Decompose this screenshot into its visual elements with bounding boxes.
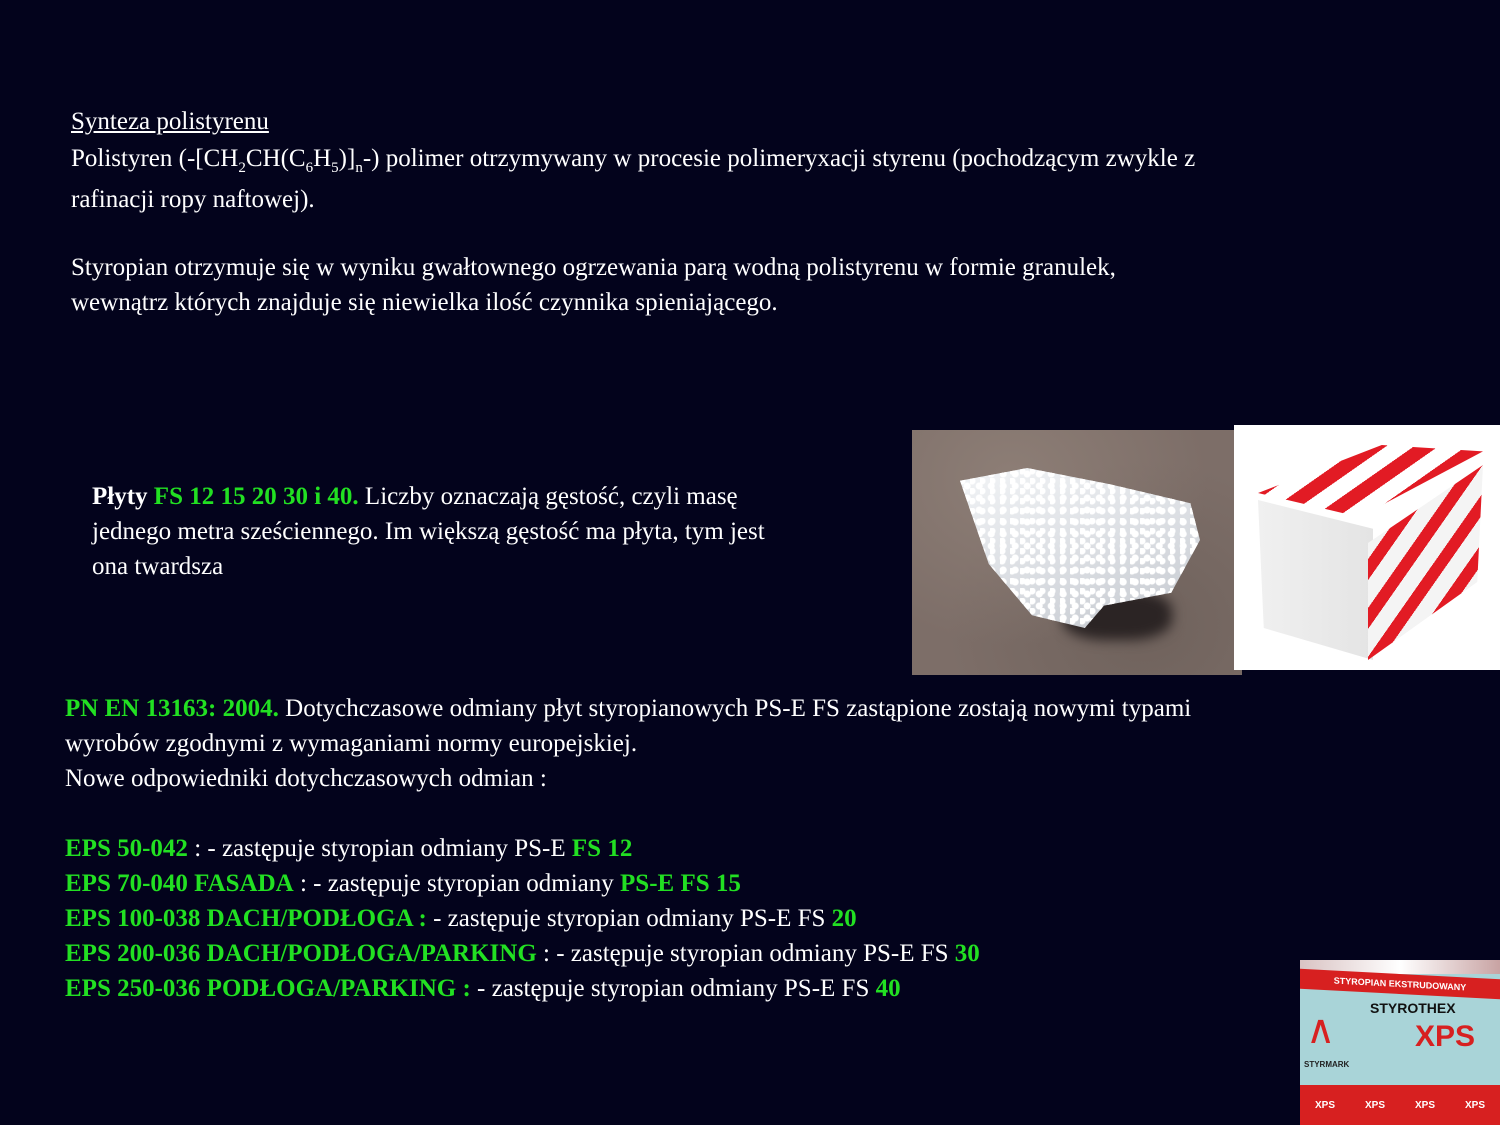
section-title: Synteza polistyrenu (71, 108, 269, 135)
xps-brand: STYROTHEX (1370, 1000, 1456, 1016)
plates-label: Płyty (92, 483, 148, 510)
styrmark-logo-icon: ∧ (1306, 1007, 1336, 1053)
styrofoam-block-photo (1234, 425, 1500, 670)
list-item: EPS 50-042 : - zastępuje styropian odmiany PS-E FS 12 (65, 835, 633, 862)
list-item: EPS 70-040 FASADA : - zastępuje styropian odmiany PS-E FS 15 (65, 870, 741, 897)
norm-paragraph: PN EN 13163: 2004. Dotychczasowe odmiany płyt styropianowych PS-E FS zastąpione zostają nowymi typami wyrobów zgodnymi z wymaganiami normy europejskiej. Nowe odpowiedniki dotychczasowych odmian : (65, 695, 1192, 792)
plates-paragraph: Płyty FS 12 15 20 30 i 40. Liczby oznaczają gęstość, czyli masę jednego metra sześciennego. Im większą gęstość ma płyta, tym jest ona twardsza (92, 483, 765, 580)
list-item: EPS 250-036 PODŁOGA/PARKING : - zastępuje styropian odmiany PS-E FS 40 (65, 975, 901, 1002)
foam-photo (912, 430, 1242, 675)
styrofoam-paragraph: Styropian otrzymuje się w wyniku gwałtownego ogrzewania parą wodną polistyrenu w formie granulek, wewnątrz których znajduje się niewielka ilość czynnika spieniającego. (71, 254, 1116, 316)
plates-density-highlight: FS 12 15 20 30 i 40. (153, 483, 359, 510)
xps-product-photo: STYROPIAN EKSTRUDOWANY ∧ STYROTHEX XPS STYRMARK XPS XPS XPS XPS (1300, 960, 1500, 1125)
equivalents-list (65, 831, 1265, 1006)
list-item: EPS 200-036 DACH/PODŁOGA/PARKING : - zastępuje styropian odmiany PS-E FS 30 (65, 940, 980, 967)
norm-code: PN EN 13163: 2004. (65, 695, 279, 722)
list-item: EPS 100-038 DACH/PODŁOGA : - zastępuje styropian odmiany PS-E FS 20 (65, 905, 857, 932)
xps-maker: STYRMARK (1304, 1060, 1350, 1069)
polystyrene-formula-line-2: rafinacji ropy naftowej). (71, 186, 315, 213)
synthesis-section (71, 104, 1471, 221)
polystyrene-formula-line: Polistyren $(-[CH_2CH(C_6H_5)]_n-)$ polimer otrzymywany w procesie polimeryxacji styrenu (pochodzącym zwykle z (71, 145, 1196, 176)
xps-product: XPS (1415, 1020, 1476, 1053)
xps-band-text: STYROPIAN EKSTRUDOWANY (1300, 969, 1500, 999)
